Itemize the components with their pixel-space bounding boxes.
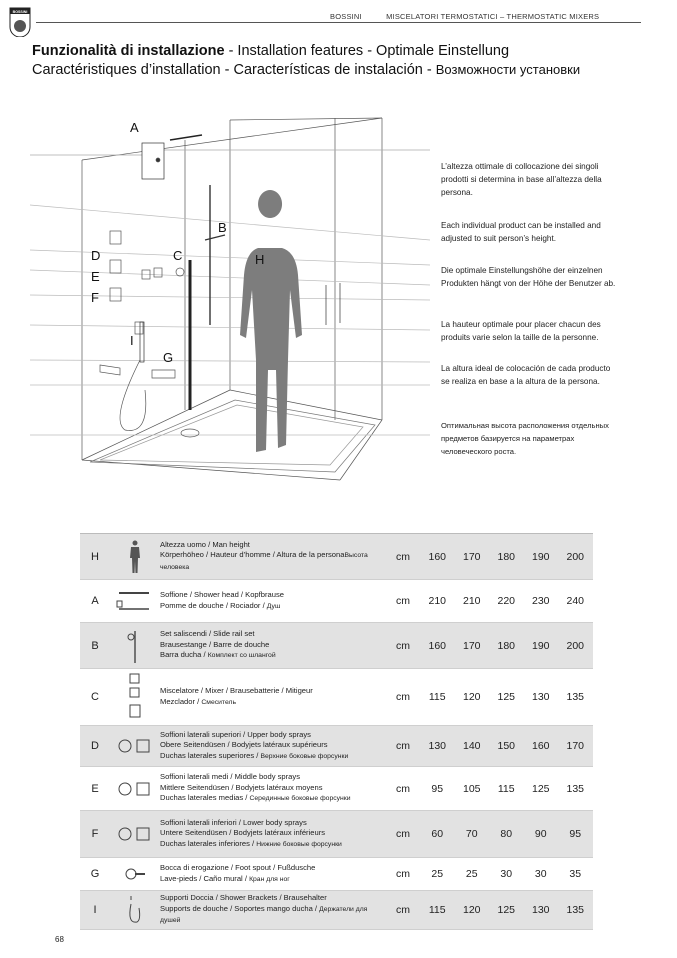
row-value: 210: [462, 595, 481, 607]
page-title: [32, 43, 509, 59]
row-value: 130: [531, 904, 550, 916]
row-ru-text: Нижние боковые форсунки: [256, 840, 342, 848]
row-value: 170: [462, 550, 481, 563]
row-value: 125: [497, 904, 516, 916]
row-letter: F: [91, 828, 99, 840]
row-value: 200: [566, 639, 585, 652]
row-value: 135: [566, 691, 585, 703]
label-g: G: [163, 350, 174, 365]
subtitle-ru: Возможности установки: [435, 62, 581, 77]
table-row: [80, 669, 593, 726]
bossini-logo: [9, 7, 31, 37]
row-description: [160, 818, 386, 851]
row-letter: C: [91, 691, 99, 703]
row-line-2: [160, 904, 386, 927]
row-line-3: [160, 839, 386, 851]
body-spray-icon: [110, 811, 160, 857]
row-line-2-text: Körperhöheo / Hauteur d’homme / Altura de la persona: [160, 550, 345, 560]
row-line-1: Soffioni laterali inferiori / Lower body sprays: [160, 817, 307, 827]
row-value: 190: [531, 639, 550, 652]
label-e: E: [91, 269, 100, 284]
row-letter: G: [90, 868, 100, 880]
row-value: 60: [431, 828, 444, 840]
row-unit: cm: [396, 691, 410, 703]
row-unit: cm: [396, 740, 410, 752]
label-d: D: [91, 248, 101, 263]
foot-spout-icon: [110, 858, 160, 890]
row-values: [420, 868, 593, 880]
row-line-2: [160, 601, 386, 613]
body-spray-icon: [110, 726, 160, 766]
row-unit: cm: [396, 868, 410, 880]
row-value: 220: [497, 595, 516, 607]
row-letter: E: [91, 782, 99, 795]
row-ru-text: Высота человека: [160, 552, 368, 571]
slide-rail-icon: [110, 623, 160, 668]
row-value: 30: [534, 868, 547, 880]
row-values: [420, 551, 593, 563]
row-value: 180: [497, 550, 516, 563]
row-value: 25: [431, 868, 444, 880]
row-ru-text: Душ: [266, 602, 281, 610]
row-ru-text: Комплект со шлангой: [207, 652, 276, 660]
row-value: 170: [566, 740, 585, 752]
row-line-1: Set saliscendi / Slide rail set: [160, 629, 255, 639]
row-value: 130: [428, 740, 447, 752]
row-line-1: Bocca di erogazione / Foot spout / Fußdusche: [160, 863, 316, 872]
row-value: 210: [428, 595, 447, 607]
row-unit: cm: [396, 550, 410, 563]
row-line-3: [160, 650, 386, 662]
row-description: [160, 772, 386, 805]
row-value: 200: [566, 550, 585, 563]
row-unit: cm: [396, 595, 410, 607]
row-line-1: Altezza uomo / Man height: [160, 539, 250, 549]
row-value: 160: [428, 639, 447, 652]
row-line-3-text: Duchas laterales inferiores /: [160, 838, 257, 848]
row-line-2: [160, 828, 386, 839]
row-value: 135: [566, 782, 585, 795]
description-it: L’altezza ottimale di collocazione dei singoli prodotti si determina in base all’altezza della persona.: [441, 162, 602, 197]
row-values: [420, 691, 593, 703]
row-line-2-text: Mittlere Seitendüsen / Bodyjets latéraux moyens: [160, 782, 323, 792]
row-line-3-text: Barra ducha /: [160, 650, 206, 660]
row-value: 120: [462, 904, 481, 916]
row-ru-text: Смеситель: [201, 698, 237, 706]
title-rest: - Installation features - Optimale Einstellung: [224, 43, 510, 59]
row-letter: I: [93, 904, 97, 916]
description-es: La altura ideal de colocación de cada producto se realiza en base a la altura de la persona.: [441, 364, 611, 386]
row-description: [160, 730, 386, 763]
row-description: [160, 686, 386, 708]
row-line-1: Supporti Doccia / Shower Brackets / Brausehalter: [160, 893, 327, 903]
label-f: F: [91, 290, 99, 305]
row-description: [160, 863, 386, 885]
row-value: 125: [497, 691, 516, 703]
row-value: 180: [497, 639, 516, 652]
label-h: H: [255, 252, 265, 267]
row-value: 170: [462, 639, 481, 652]
row-value: 105: [462, 782, 481, 795]
title-bold: Funzionalità di installazione: [32, 43, 225, 59]
label-i: I: [130, 333, 134, 348]
label-c: C: [173, 248, 183, 263]
shower-bracket-icon: [110, 891, 160, 929]
row-value: 25: [465, 868, 478, 880]
row-line-2-text: Lave-pieds / Caño mural /: [160, 873, 250, 883]
row-values: [420, 904, 593, 916]
row-line-2-text: Pomme de douche / Rociador /: [160, 600, 267, 610]
table-row: [80, 534, 593, 580]
row-line-1: Soffioni laterali superiori / Upper body sprays: [160, 729, 311, 739]
shower-head-icon: [110, 580, 160, 622]
row-line-2-text: Mezclador /: [160, 696, 202, 706]
row-value: 30: [500, 868, 513, 880]
row-value: 90: [534, 828, 547, 840]
row-ru-text: Кран для ног: [249, 875, 290, 883]
row-line-2: [160, 874, 386, 886]
table-row: [80, 580, 593, 623]
row-value: 95: [569, 828, 582, 840]
page-number: 68: [55, 935, 64, 944]
shower-illustration: [30, 100, 430, 520]
person-silhouette: [240, 190, 302, 452]
row-value: 70: [465, 828, 478, 840]
table-row: [80, 811, 593, 858]
subtitle-text: Caractéristiques d’installation - Características de instalación -: [32, 62, 436, 78]
row-unit: cm: [396, 828, 410, 840]
row-line-2: [160, 697, 386, 709]
row-line-2: [160, 783, 386, 794]
row-line-3-text: Duchas laterales superiores /: [160, 750, 261, 760]
row-value: 150: [497, 740, 516, 752]
table-row: [80, 858, 593, 891]
description-en: Each individual product can be installed and adjusted to suit person’s height.: [441, 221, 601, 243]
table-row: [80, 623, 593, 669]
row-line-3: [160, 793, 386, 805]
row-letter: D: [91, 740, 99, 752]
row-line-2: [160, 740, 386, 751]
row-values: [420, 828, 593, 840]
row-values: [420, 595, 593, 607]
row-value: 160: [531, 740, 550, 752]
row-values: [420, 740, 593, 752]
row-value: 240: [566, 595, 585, 607]
row-letter: B: [91, 639, 99, 652]
row-letter: H: [91, 550, 99, 563]
row-value: 140: [462, 740, 481, 752]
row-description: [160, 540, 386, 574]
row-ru-text: Верхние боковые форсунки: [260, 752, 349, 760]
installation-heights-table: [80, 533, 593, 930]
row-value: 80: [500, 828, 513, 840]
row-value: 160: [428, 550, 447, 563]
row-line-3: [160, 751, 386, 763]
row-line-1: Miscelatore / Mixer / Brausebatterie / Mitigeur: [160, 686, 313, 695]
row-value: 135: [566, 904, 585, 916]
table-row: [80, 767, 593, 811]
row-line-1: Soffione / Shower head / Kopfbrause: [160, 590, 284, 599]
row-value: 115: [428, 691, 446, 703]
row-line-2-text: Supports de douche / Soportes mango ducha /: [160, 903, 320, 913]
label-b: B: [218, 220, 227, 235]
page-subtitle: [32, 62, 580, 78]
row-line-1: Soffioni laterali medi / Middle body sprays: [160, 772, 300, 782]
row-value: 35: [569, 868, 582, 880]
brand-name: BOSSINI: [330, 12, 362, 21]
table-row: [80, 726, 593, 767]
row-value: 130: [531, 691, 550, 703]
row-value: 95: [431, 782, 444, 795]
row-value: 230: [531, 595, 550, 607]
row-ru-text: Держатели для душей: [160, 905, 368, 925]
row-line-2-text: Brausestange / Barre de douche: [160, 639, 270, 649]
body-spray-icon: [110, 767, 160, 810]
row-value: 125: [531, 782, 550, 795]
mixer-icon: [110, 669, 160, 725]
row-unit: cm: [396, 639, 410, 652]
label-a: A: [130, 120, 139, 135]
man-icon: [110, 534, 160, 579]
category-name: MISCELATORI TERMOSTATICI – THERMOSTATIC MIXERS: [386, 12, 600, 21]
row-value: 120: [462, 691, 481, 703]
svg-text:BOSSINI: BOSSINI: [12, 9, 28, 14]
table-row: [80, 891, 593, 930]
row-value: 190: [531, 550, 550, 563]
description-ru: Оптимальная высота расположения отдельных предметов базируется на параметрах человеческого роста.: [441, 421, 609, 456]
row-ru-text: Серединные боковые форсунки: [249, 795, 351, 803]
row-unit: cm: [396, 782, 410, 795]
row-description: [160, 590, 386, 612]
row-unit: cm: [396, 904, 410, 916]
header-bar: [330, 12, 621, 21]
row-description: [160, 893, 386, 927]
description-fr: La hauteur optimale pour placer chacun des produits varie selon la taille de la personne.: [441, 320, 601, 342]
row-letter: A: [91, 595, 99, 607]
row-line-2: [160, 550, 386, 573]
row-value: 115: [428, 904, 446, 916]
row-line-2-text: Obere Seitendüsen / Bodyjets latéraux supérieurs: [160, 740, 328, 750]
row-value: 115: [497, 782, 515, 795]
row-line-3-text: Duchas laterales medias /: [160, 793, 250, 803]
row-line-2: [160, 640, 386, 651]
row-values: [420, 783, 593, 795]
header-rule: [36, 22, 641, 23]
row-values: [420, 640, 593, 652]
row-description: [160, 629, 386, 662]
row-line-2-text: Untere Seitendüsen / Bodyjets latéraux inférieurs: [160, 828, 326, 838]
description-de: Die optimale Einstellungshöhe der einzelnen Produkten hängt von der Höhe der Benutzer ab.: [441, 266, 616, 288]
